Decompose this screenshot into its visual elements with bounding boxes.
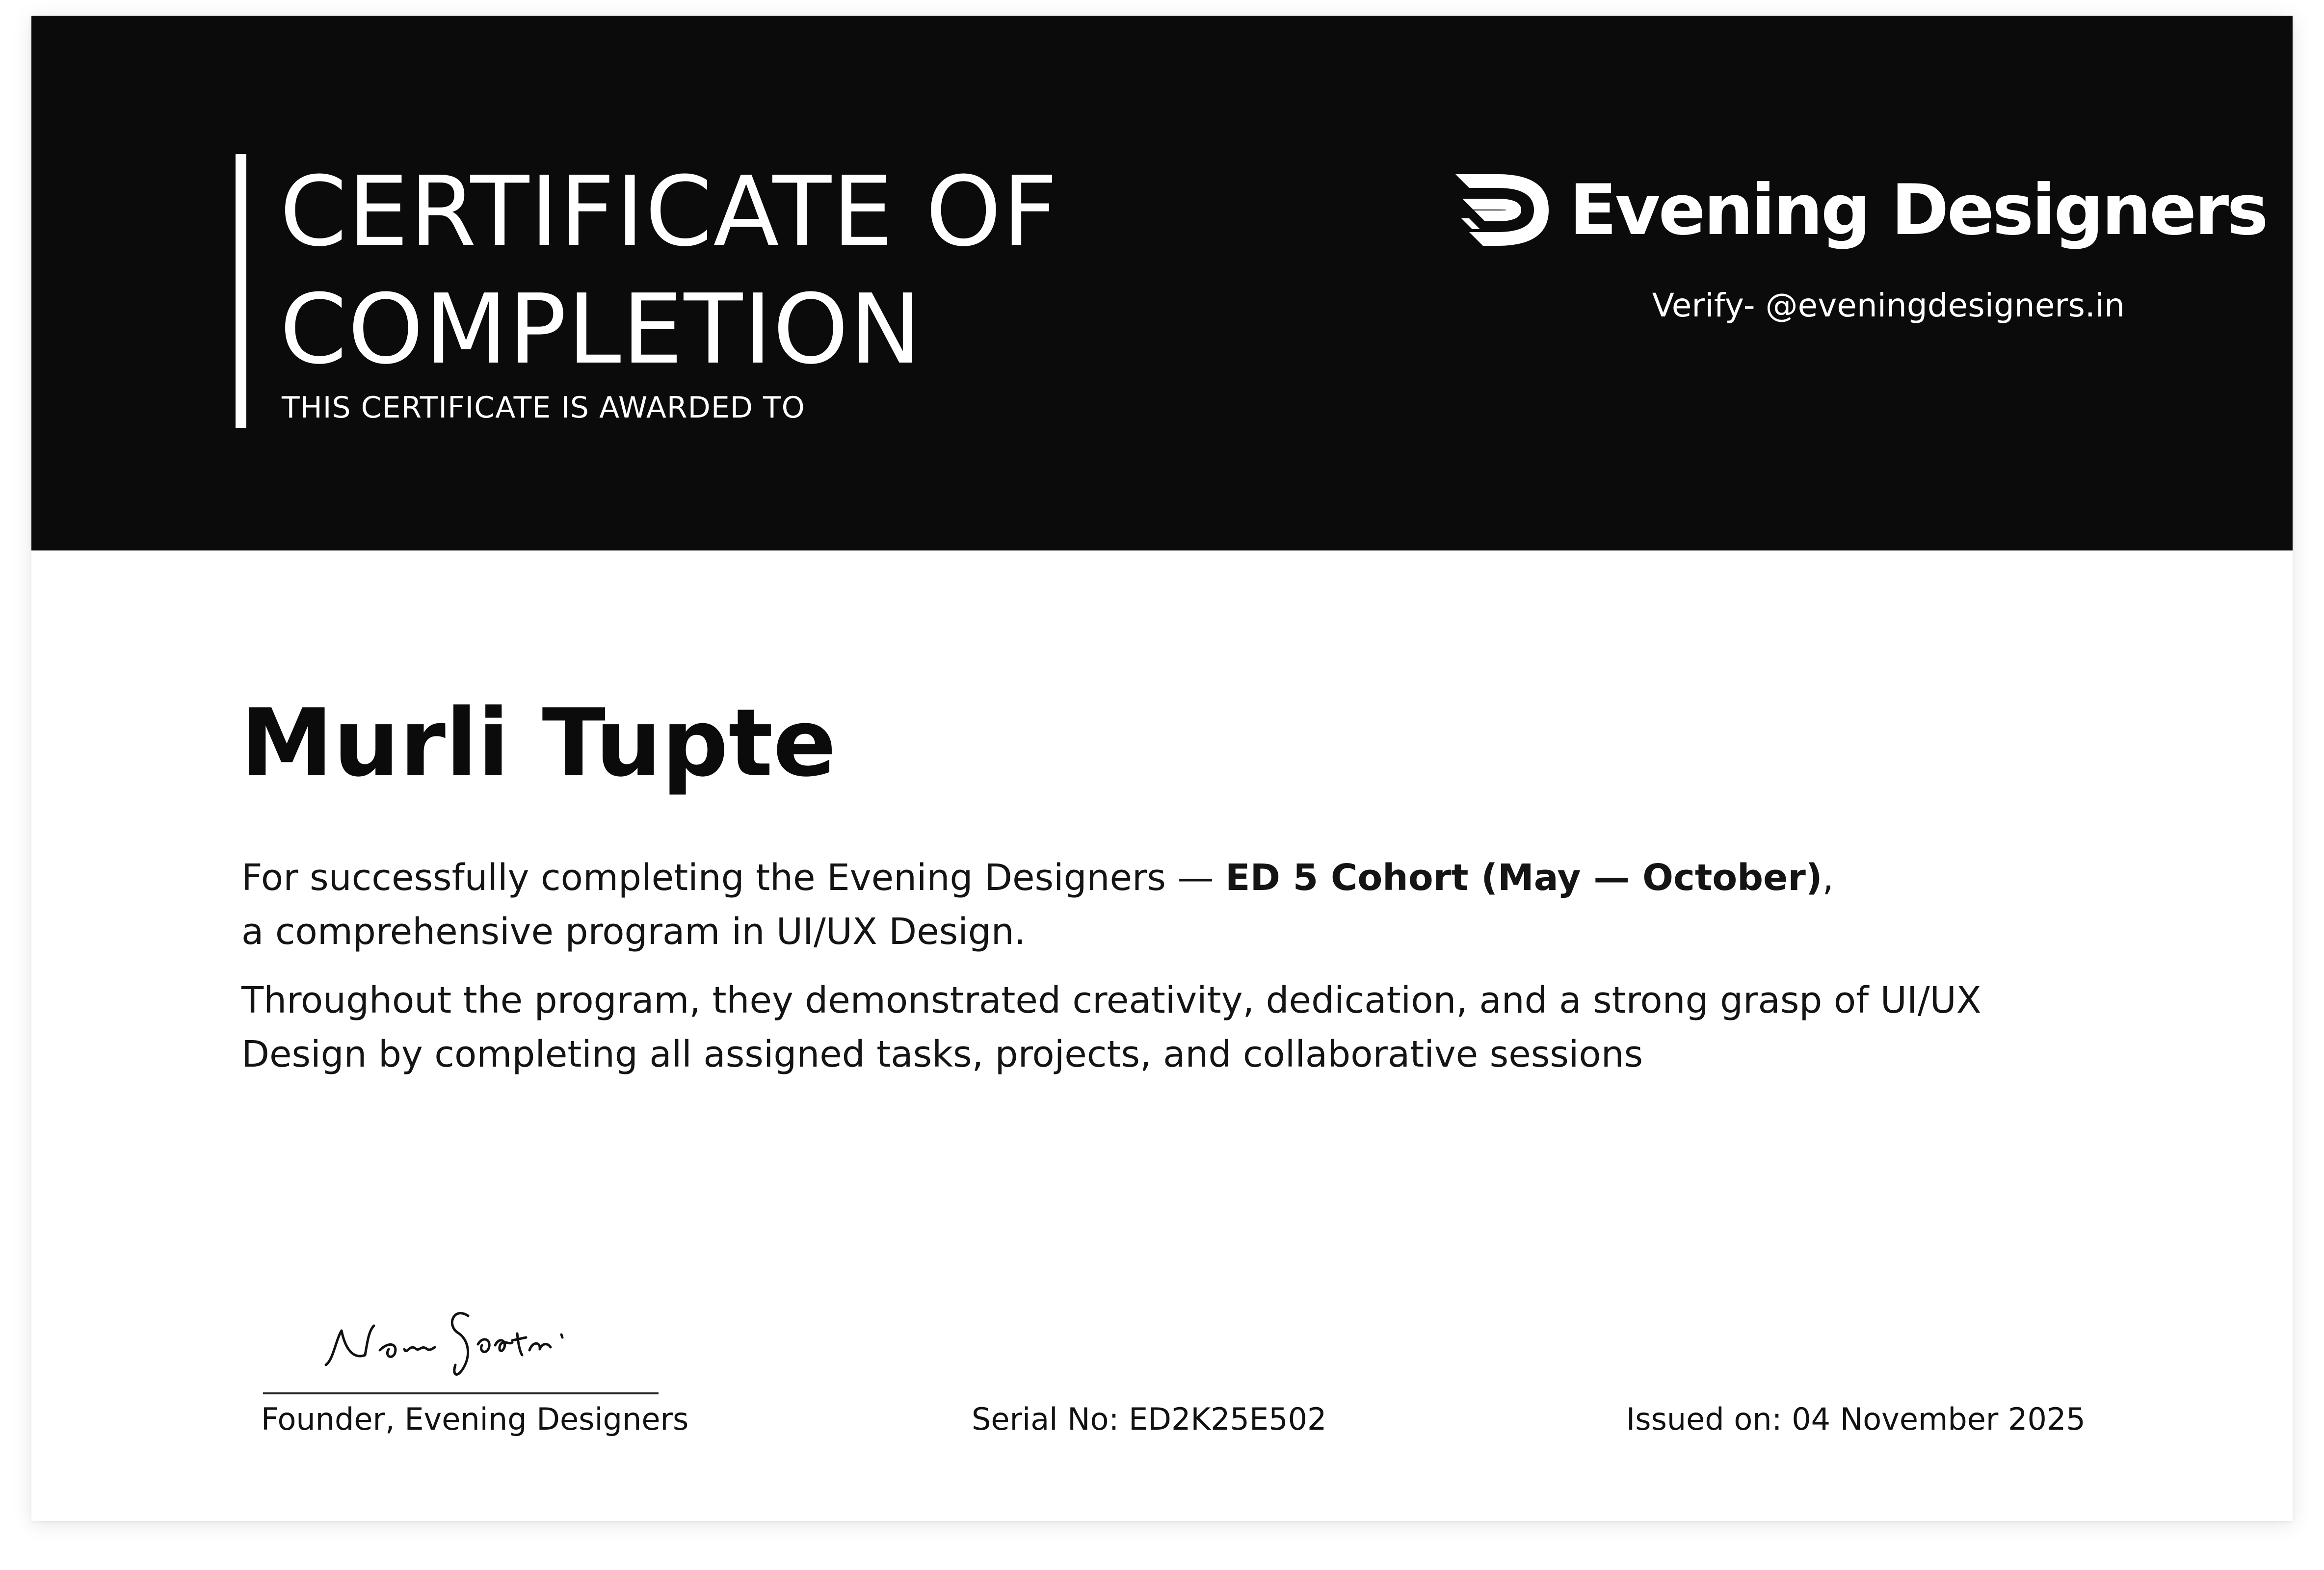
completion-prefix: For successfully completing the Evening Designers — <box>241 857 1226 899</box>
title-accent-bar <box>236 154 246 428</box>
title-line-2: COMPLETION <box>280 274 923 386</box>
achievement-line-1: Throughout the program, they demonstrated creativity, dedication, and a strong grasp of UI/UX <box>241 979 1981 1021</box>
program-description: a comprehensive program in UI/UX Design. <box>241 911 1026 953</box>
completion-statement <box>241 851 2008 959</box>
certificate-header <box>31 16 2293 550</box>
handwritten-signature <box>306 1286 650 1394</box>
achievement-line-2: Design by completing all assigned tasks, projects, and collaborative sessions <box>241 1033 1643 1075</box>
signature-line <box>263 1392 659 1394</box>
achievement-statement <box>241 973 2008 1081</box>
certificate-card <box>31 16 2293 1521</box>
serial-number: Serial No: ED2K25E502 <box>972 1401 1327 1437</box>
cohort-name: ED 5 Cohort (May — October) <box>1225 857 1822 899</box>
completion-comma: , <box>1822 857 1834 899</box>
brand-lockup <box>1452 161 2267 259</box>
title-line-1: CERTIFICATE OF <box>280 156 1059 268</box>
issue-date: Issued on: 04 November 2025 <box>1626 1401 2086 1437</box>
verify-handle: Verify- @eveningdesigners.in <box>1652 287 2125 324</box>
awarded-to-label: THIS CERTIFICATE IS AWARDED TO <box>282 391 805 425</box>
signatory-title: Founder, Evening Designers <box>261 1401 689 1437</box>
recipient-name: Murli Tupte <box>240 689 837 797</box>
evening-designers-logo-icon <box>1452 163 1556 257</box>
certificate-title <box>280 153 1212 389</box>
brand-name: Evening Designers <box>1569 169 2267 251</box>
